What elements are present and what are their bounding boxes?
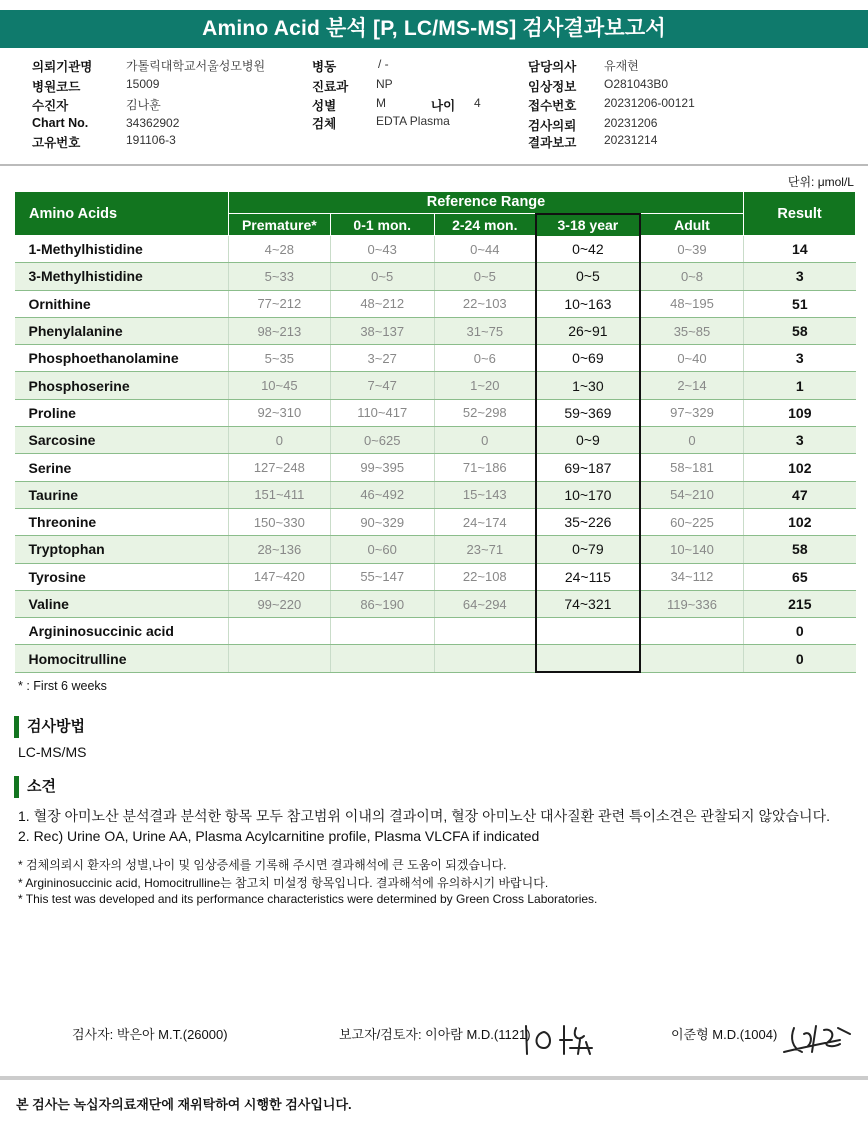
info-divider (0, 164, 868, 166)
reference-range-cell (640, 618, 744, 645)
result-value: 65 (744, 563, 856, 590)
receipt-value: 20231206-00121 (604, 96, 695, 110)
table-row (15, 454, 856, 481)
amino-acid-name: Proline (15, 399, 229, 426)
col-reference-range: Reference Range (228, 192, 743, 214)
reference-range-cell (434, 645, 536, 672)
table-row (15, 427, 856, 454)
reference-range-cell: 35~85 (640, 317, 744, 344)
reference-range-cell: 99~220 (228, 590, 330, 617)
amino-acid-name: Sarcosine (15, 427, 229, 454)
reference-range-cell: 0~42 (536, 236, 640, 263)
chart-label: Chart No. (32, 116, 89, 130)
reference-range-cell: 0~60 (330, 536, 434, 563)
result-value: 215 (744, 590, 856, 617)
reference-range-cell: 99~395 (330, 454, 434, 481)
institution-label: 의뢰기관명 (32, 60, 93, 74)
reference-range-cell: 48~195 (640, 290, 744, 317)
age-label: 나이 (431, 99, 456, 113)
reference-range-cell: 2~14 (640, 372, 744, 399)
result-value: 0 (744, 645, 856, 672)
amino-acid-name: Valine (15, 590, 229, 617)
reference-range-cell: 55~147 (330, 563, 434, 590)
reference-range-cell: 90~329 (330, 508, 434, 535)
reference-range-cell: 31~75 (434, 317, 536, 344)
reference-range-cell: 4~28 (228, 236, 330, 263)
reference-range-cell: 92~310 (228, 399, 330, 426)
opinion-line-2: 2. Rec) Urine OA, Urine AA, Plasma Acylcarnitine profile, Plasma VLCFA if indicated (18, 828, 540, 844)
doctor-value: 유재현 (604, 59, 639, 73)
reference-range-cell: 69~187 (536, 454, 640, 481)
amino-acid-name: Tryptophan (15, 536, 229, 563)
method-text: LC-MS/MS (18, 744, 87, 760)
reference-range-cell: 98~213 (228, 317, 330, 344)
reference-range-cell: 0~69 (536, 345, 640, 372)
reference-range-cell (536, 618, 640, 645)
reference-range-cell: 52~298 (434, 399, 536, 426)
result-value: 3 (744, 263, 856, 290)
reference-range-cell: 0 (434, 427, 536, 454)
reference-range-cell: 26~91 (536, 317, 640, 344)
specimen-label: 검체 (312, 117, 337, 131)
reference-range-cell (330, 618, 434, 645)
reference-range-cell: 22~103 (434, 290, 536, 317)
table-row (15, 563, 856, 590)
reference-range-cell (536, 645, 640, 672)
result-value: 3 (744, 345, 856, 372)
reference-range-cell: 151~411 (228, 481, 330, 508)
col-2-24-mon: 2-24 mon. (434, 214, 536, 236)
reference-range-cell: 10~163 (536, 290, 640, 317)
col-amino-acids: Amino Acids (15, 192, 229, 236)
reference-range-cell: 7~47 (330, 372, 434, 399)
note-3: * This test was developed and its performance characteristics were determined by Green Cross Laboratories. (18, 892, 598, 906)
reference-range-cell: 64~294 (434, 590, 536, 617)
reference-range-cell: 0~5 (434, 263, 536, 290)
note-2: * Argininosuccinic acid, Homocitrulline는 참고치 미설정 항목입니다. 결과해석에 유의하시기 바랍니다. (18, 876, 549, 890)
reference-range-cell: 147~420 (228, 563, 330, 590)
reference-range-cell: 48~212 (330, 290, 434, 317)
request-value: 20231206 (604, 116, 658, 130)
patient-label: 수진자 (32, 99, 69, 113)
reference-range-cell (640, 645, 744, 672)
method-title: 검사방법 (14, 716, 85, 738)
reference-range-cell: 0~5 (330, 263, 434, 290)
note-1: * 검체의뢰시 환자의 성별,나이 및 임상증세를 기록해 주시면 결과해석에 큰 도움이 되겠습니다. (18, 858, 507, 872)
result-value: 14 (744, 236, 856, 263)
result-value: 58 (744, 317, 856, 344)
doctor-label: 담당의사 (528, 60, 577, 74)
reference-range-cell: 127~248 (228, 454, 330, 481)
report-title: Amino Acid 분석 [P, LC/MS-MS] 검사결과보고서 (0, 10, 868, 48)
reference-range-cell: 34~112 (640, 563, 744, 590)
reference-range-cell: 10~170 (536, 481, 640, 508)
reference-range-cell: 0~9 (536, 427, 640, 454)
institution-value: 가톨릭대학교서울성모병원 (126, 59, 266, 73)
reference-range-cell: 0~79 (536, 536, 640, 563)
reference-range-cell: 28~136 (228, 536, 330, 563)
dept-value: NP (376, 77, 393, 91)
reference-range-cell: 54~210 (640, 481, 744, 508)
reference-range-cell: 0~40 (640, 345, 744, 372)
reference-range-cell: 15~143 (434, 481, 536, 508)
result-value: 1 (744, 372, 856, 399)
col-adult: Adult (640, 214, 744, 236)
tester-signer: 검사자: 박은아 M.T.(26000) (72, 1027, 228, 1042)
clinical-value: O281043B0 (604, 77, 669, 91)
table-row (15, 236, 856, 263)
reference-range-cell: 0 (640, 427, 744, 454)
reference-range-cell (434, 618, 536, 645)
reference-range-cell: 0~6 (434, 345, 536, 372)
amino-acid-name: Homocitrulline (15, 645, 229, 672)
reporter-signer: 보고자/검토자: 이아람 M.D.(1121) (339, 1027, 531, 1042)
reference-range-cell: 5~33 (228, 263, 330, 290)
reference-range-cell: 77~212 (228, 290, 330, 317)
table-row (15, 590, 856, 617)
reference-range-cell: 0~39 (640, 236, 744, 263)
reference-range-cell: 150~330 (228, 508, 330, 535)
amino-acid-name: Tyrosine (15, 563, 229, 590)
table-row (15, 399, 856, 426)
reference-range-cell: 0~5 (536, 263, 640, 290)
table-row (15, 536, 856, 563)
amino-acid-name: Threonine (15, 508, 229, 535)
reference-range-cell: 119~336 (640, 590, 744, 617)
footer-divider (0, 1076, 868, 1080)
reference-range-cell: 22~108 (434, 563, 536, 590)
reference-range-cell: 5~35 (228, 345, 330, 372)
reference-range-cell: 0 (228, 427, 330, 454)
reference-range-cell: 58~181 (640, 454, 744, 481)
result-value: 3 (744, 427, 856, 454)
opinion-line-1: 1. 혈장 아미노산 분석결과 분석한 항목 모두 참고범위 이내의 결과이며, 혈장 아미노산 대사질환 관련 특이소견은 관찰되지 않았습니다. (18, 808, 830, 824)
col-0-1-mon: 0-1 mon. (330, 214, 434, 236)
sex-label: 성별 (312, 99, 337, 113)
amino-acid-name: Phosphoethanolamine (15, 345, 229, 372)
col-3-18-year: 3-18 year (536, 214, 640, 236)
clinical-label: 임상정보 (528, 80, 577, 94)
reference-range-cell: 38~137 (330, 317, 434, 344)
result-value: 58 (744, 536, 856, 563)
table-row (15, 508, 856, 535)
unique-label: 고유번호 (32, 136, 81, 150)
table-row (15, 290, 856, 317)
amino-acid-name: Serine (15, 454, 229, 481)
unit-label: 단위: μmol/L (787, 175, 854, 189)
reference-range-cell: 59~369 (536, 399, 640, 426)
age-value: 4 (474, 96, 481, 110)
reporter-signature-icon (520, 1018, 596, 1058)
amino-acid-name: 3-Methylhistidine (15, 263, 229, 290)
reference-range-cell: 97~329 (640, 399, 744, 426)
reference-range-cell: 0~625 (330, 427, 434, 454)
amino-acid-name: Phosphoserine (15, 372, 229, 399)
reference-range-cell: 10~45 (228, 372, 330, 399)
footnote: * : First 6 weeks (18, 679, 107, 693)
table-row (15, 645, 856, 672)
table-row (15, 345, 856, 372)
reference-range-cell: 23~71 (434, 536, 536, 563)
table-row (15, 618, 856, 645)
ward-value: / - (378, 57, 389, 71)
reference-range-cell (330, 645, 434, 672)
reference-range-cell: 0~43 (330, 236, 434, 263)
report-date-value: 20231214 (604, 133, 658, 147)
table-row (15, 372, 856, 399)
sex-value: M (376, 96, 386, 110)
table-row (15, 263, 856, 290)
col-result: Result (744, 192, 856, 236)
reference-range-cell: 0~8 (640, 263, 744, 290)
result-value: 102 (744, 454, 856, 481)
reference-range-cell: 1~20 (434, 372, 536, 399)
reference-range-cell: 60~225 (640, 508, 744, 535)
hospital-code-value: 15009 (126, 77, 160, 91)
receipt-label: 접수번호 (528, 99, 577, 113)
reviewer-signature-icon (780, 1018, 856, 1060)
table-row (15, 317, 856, 344)
result-value: 51 (744, 290, 856, 317)
amino-acid-name: Phenylalanine (15, 317, 229, 344)
amino-acid-name: 1-Methylhistidine (15, 236, 229, 263)
result-value: 0 (744, 618, 856, 645)
footer-notice: 본 검사는 녹십자의료재단에 재위탁하여 시행한 검사입니다. (16, 1097, 352, 1112)
amino-acid-name: Taurine (15, 481, 229, 508)
reference-range-cell: 10~140 (640, 536, 744, 563)
reference-range-cell: 3~27 (330, 345, 434, 372)
result-value: 47 (744, 481, 856, 508)
amino-acid-name: Ornithine (15, 290, 229, 317)
reference-range-cell: 86~190 (330, 590, 434, 617)
patient-value: 김나훈 (126, 98, 161, 112)
reference-range-cell: 24~115 (536, 563, 640, 590)
reviewer-signer: 이준형 M.D.(1004) (671, 1027, 778, 1042)
reference-range-cell (228, 645, 330, 672)
patient-info (0, 55, 868, 167)
table-row (15, 481, 856, 508)
amino-acid-name: Argininosuccinic acid (15, 618, 229, 645)
col-premature: Premature* (228, 214, 330, 236)
reference-range-cell: 46~492 (330, 481, 434, 508)
reference-range-cell: 110~417 (330, 399, 434, 426)
hospital-code-label: 병원코드 (32, 80, 81, 94)
reference-range-cell: 24~174 (434, 508, 536, 535)
chart-value: 34362902 (126, 116, 180, 130)
unique-value: 191106-3 (126, 133, 176, 147)
specimen-value: EDTA Plasma (376, 114, 450, 128)
reference-range-cell (228, 618, 330, 645)
report-date-label: 결과보고 (528, 136, 577, 150)
reference-range-cell: 1~30 (536, 372, 640, 399)
amino-acid-table (14, 191, 856, 673)
reference-range-cell: 71~186 (434, 454, 536, 481)
result-value: 102 (744, 508, 856, 535)
ward-label: 병동 (312, 60, 337, 74)
result-value: 109 (744, 399, 856, 426)
reference-range-cell: 0~44 (434, 236, 536, 263)
request-label: 검사의뢰 (528, 119, 577, 133)
dept-label: 진료과 (312, 80, 349, 94)
reference-range-cell: 74~321 (536, 590, 640, 617)
reference-range-cell: 35~226 (536, 508, 640, 535)
opinion-title: 소견 (14, 776, 56, 798)
